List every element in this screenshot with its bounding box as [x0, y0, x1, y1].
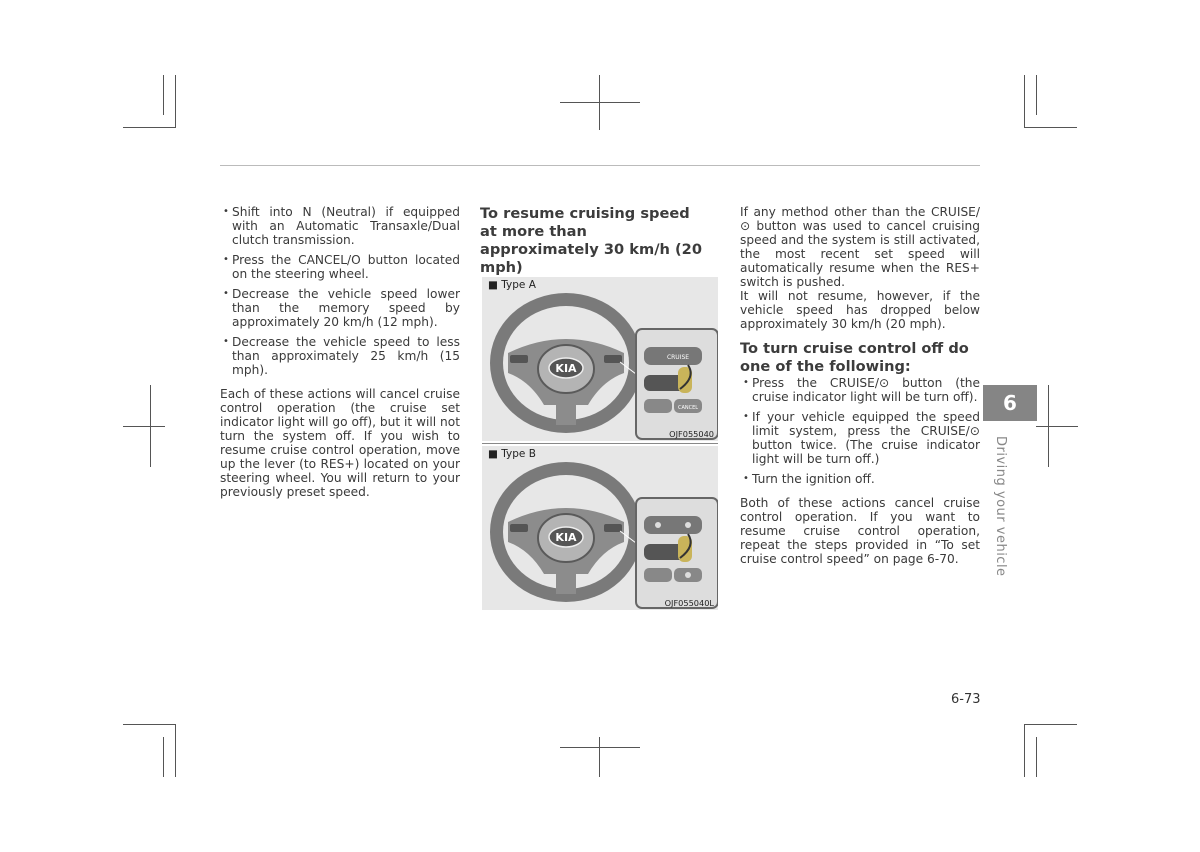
list-item: • Decrease the vehicle speed lower than the memory speed by approximately 20 km/h (12 mph).: [220, 287, 460, 329]
figure-code: OJF055040L: [664, 598, 714, 608]
figure-label: ■ Type B: [488, 448, 536, 460]
steering-wheel-illustration: [482, 277, 718, 441]
list-item: • Press the CANCEL/O button located on the steering wheel.: [220, 253, 460, 281]
kia-logo: KIA: [555, 362, 577, 375]
steering-wheel-illustration: [482, 446, 718, 610]
chapter-tab: 6: [983, 385, 1037, 421]
figure-label: ■ Type A: [488, 279, 536, 291]
cruise-off-list: [740, 376, 980, 486]
kia-logo: KIA: [555, 531, 577, 544]
body-paragraph: Both of these actions cancel cruise control operation. If you want to resume cruise control operation, repeat the steps provided in “To set cruise control speed” on page 6-70.: [740, 496, 980, 566]
list-item: • Shift into N (Neutral) if equipped with an Automatic Transaxle/Dual clutch transmission.: [220, 205, 460, 247]
list-item: • If your vehicle equipped the speed limit system, press the CRUISE/⊙ button twice. (The cruise indicator light will be turn off.): [740, 410, 980, 466]
section-heading: To resume cruising speed at more than approximately 30 km/h (20 mph): [480, 205, 702, 276]
chapter-side-label: Driving your vehicle: [993, 436, 1008, 577]
section-heading: To turn cruise control off do one of the following:: [740, 340, 969, 375]
svg-text:CANCEL: CANCEL: [677, 405, 699, 411]
page-number: 6-73: [951, 692, 981, 707]
list-item: • Turn the ignition off.: [740, 472, 980, 486]
header-rule: [220, 165, 980, 166]
left-column: [220, 205, 460, 499]
list-item: • Press the CRUISE/⊙ button (the cruise indicator light will be turn off).: [740, 376, 980, 404]
list-item: • Decrease the vehicle speed to less than approximately 25 km/h (15 mph).: [220, 335, 460, 377]
figure-type-a: [482, 277, 718, 441]
figure-divider: [482, 443, 718, 444]
right-column: [740, 205, 980, 566]
cancel-conditions-list: [220, 205, 460, 377]
figure-code: OJF055040: [669, 429, 714, 439]
svg-text:CRUISE: CRUISE: [666, 354, 690, 361]
body-paragraph: If any method other than the CRUISE/ ⊙ button was used to cancel cruising speed and the system is still activated, the most recent set speed will automatically resume when the RES+ switch is pushed.: [740, 205, 980, 289]
body-paragraph: It will not resume, however, if the vehicle speed has dropped below approximately 30 km/h (20 mph).: [740, 289, 980, 331]
figure-type-b: [482, 446, 718, 610]
body-paragraph: Each of these actions will cancel cruise control operation (the cruise set indicator light will go off), but it will not turn the system off. If you wish to resume cruise control operation, move up the lever (to RES+) located on your steering wheel. You will return to your previously preset speed.: [220, 387, 460, 499]
